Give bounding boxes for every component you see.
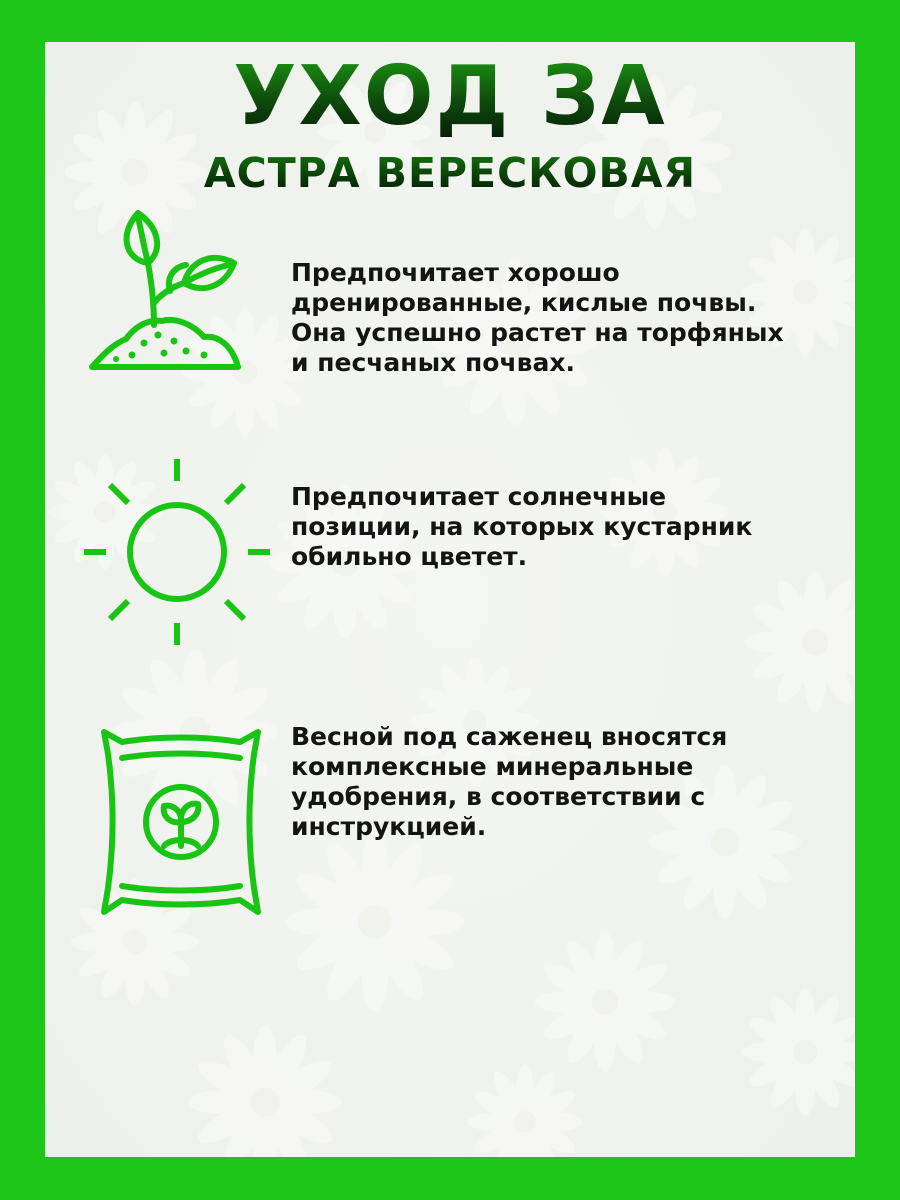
feature-fertilizer-line-3: удобрения, в соответствии с: [291, 782, 706, 811]
feature-fertilizer-line-2: комплексные минеральные: [291, 752, 694, 781]
feature-sun-line-1: Предпочитает солнечные: [291, 482, 667, 511]
sprout-in-soil-icon: [86, 205, 246, 375]
feature-sun-text: [291, 482, 851, 572]
feature-soil-line-4: и песчаных почвах.: [291, 348, 575, 377]
fertilizer-bag-icon: [98, 724, 264, 919]
feature-fertilizer-line-4: инструкцией.: [291, 812, 487, 841]
feature-soil-line-3: Она успешно растет на торфяных: [291, 318, 784, 347]
feature-sun-line-2: позиции, на которых кустарник: [291, 512, 753, 541]
page-title: УХОД ЗА: [0, 52, 900, 142]
feature-soil-text: [291, 258, 851, 378]
feature-fertilizer-line-1: Весной под саженец вносятся: [291, 722, 728, 751]
feature-fertilizer-text: [291, 722, 851, 842]
sun-icon: [80, 455, 275, 650]
feature-soil-line-2: дренированные, кислые почвы.: [291, 288, 757, 317]
feature-soil-line-1: Предпочитает хорошо: [291, 258, 620, 287]
page-subtitle: АСТРА ВЕРЕСКОВАЯ: [0, 148, 900, 198]
feature-sun-line-3: обильно цветет.: [291, 542, 528, 571]
